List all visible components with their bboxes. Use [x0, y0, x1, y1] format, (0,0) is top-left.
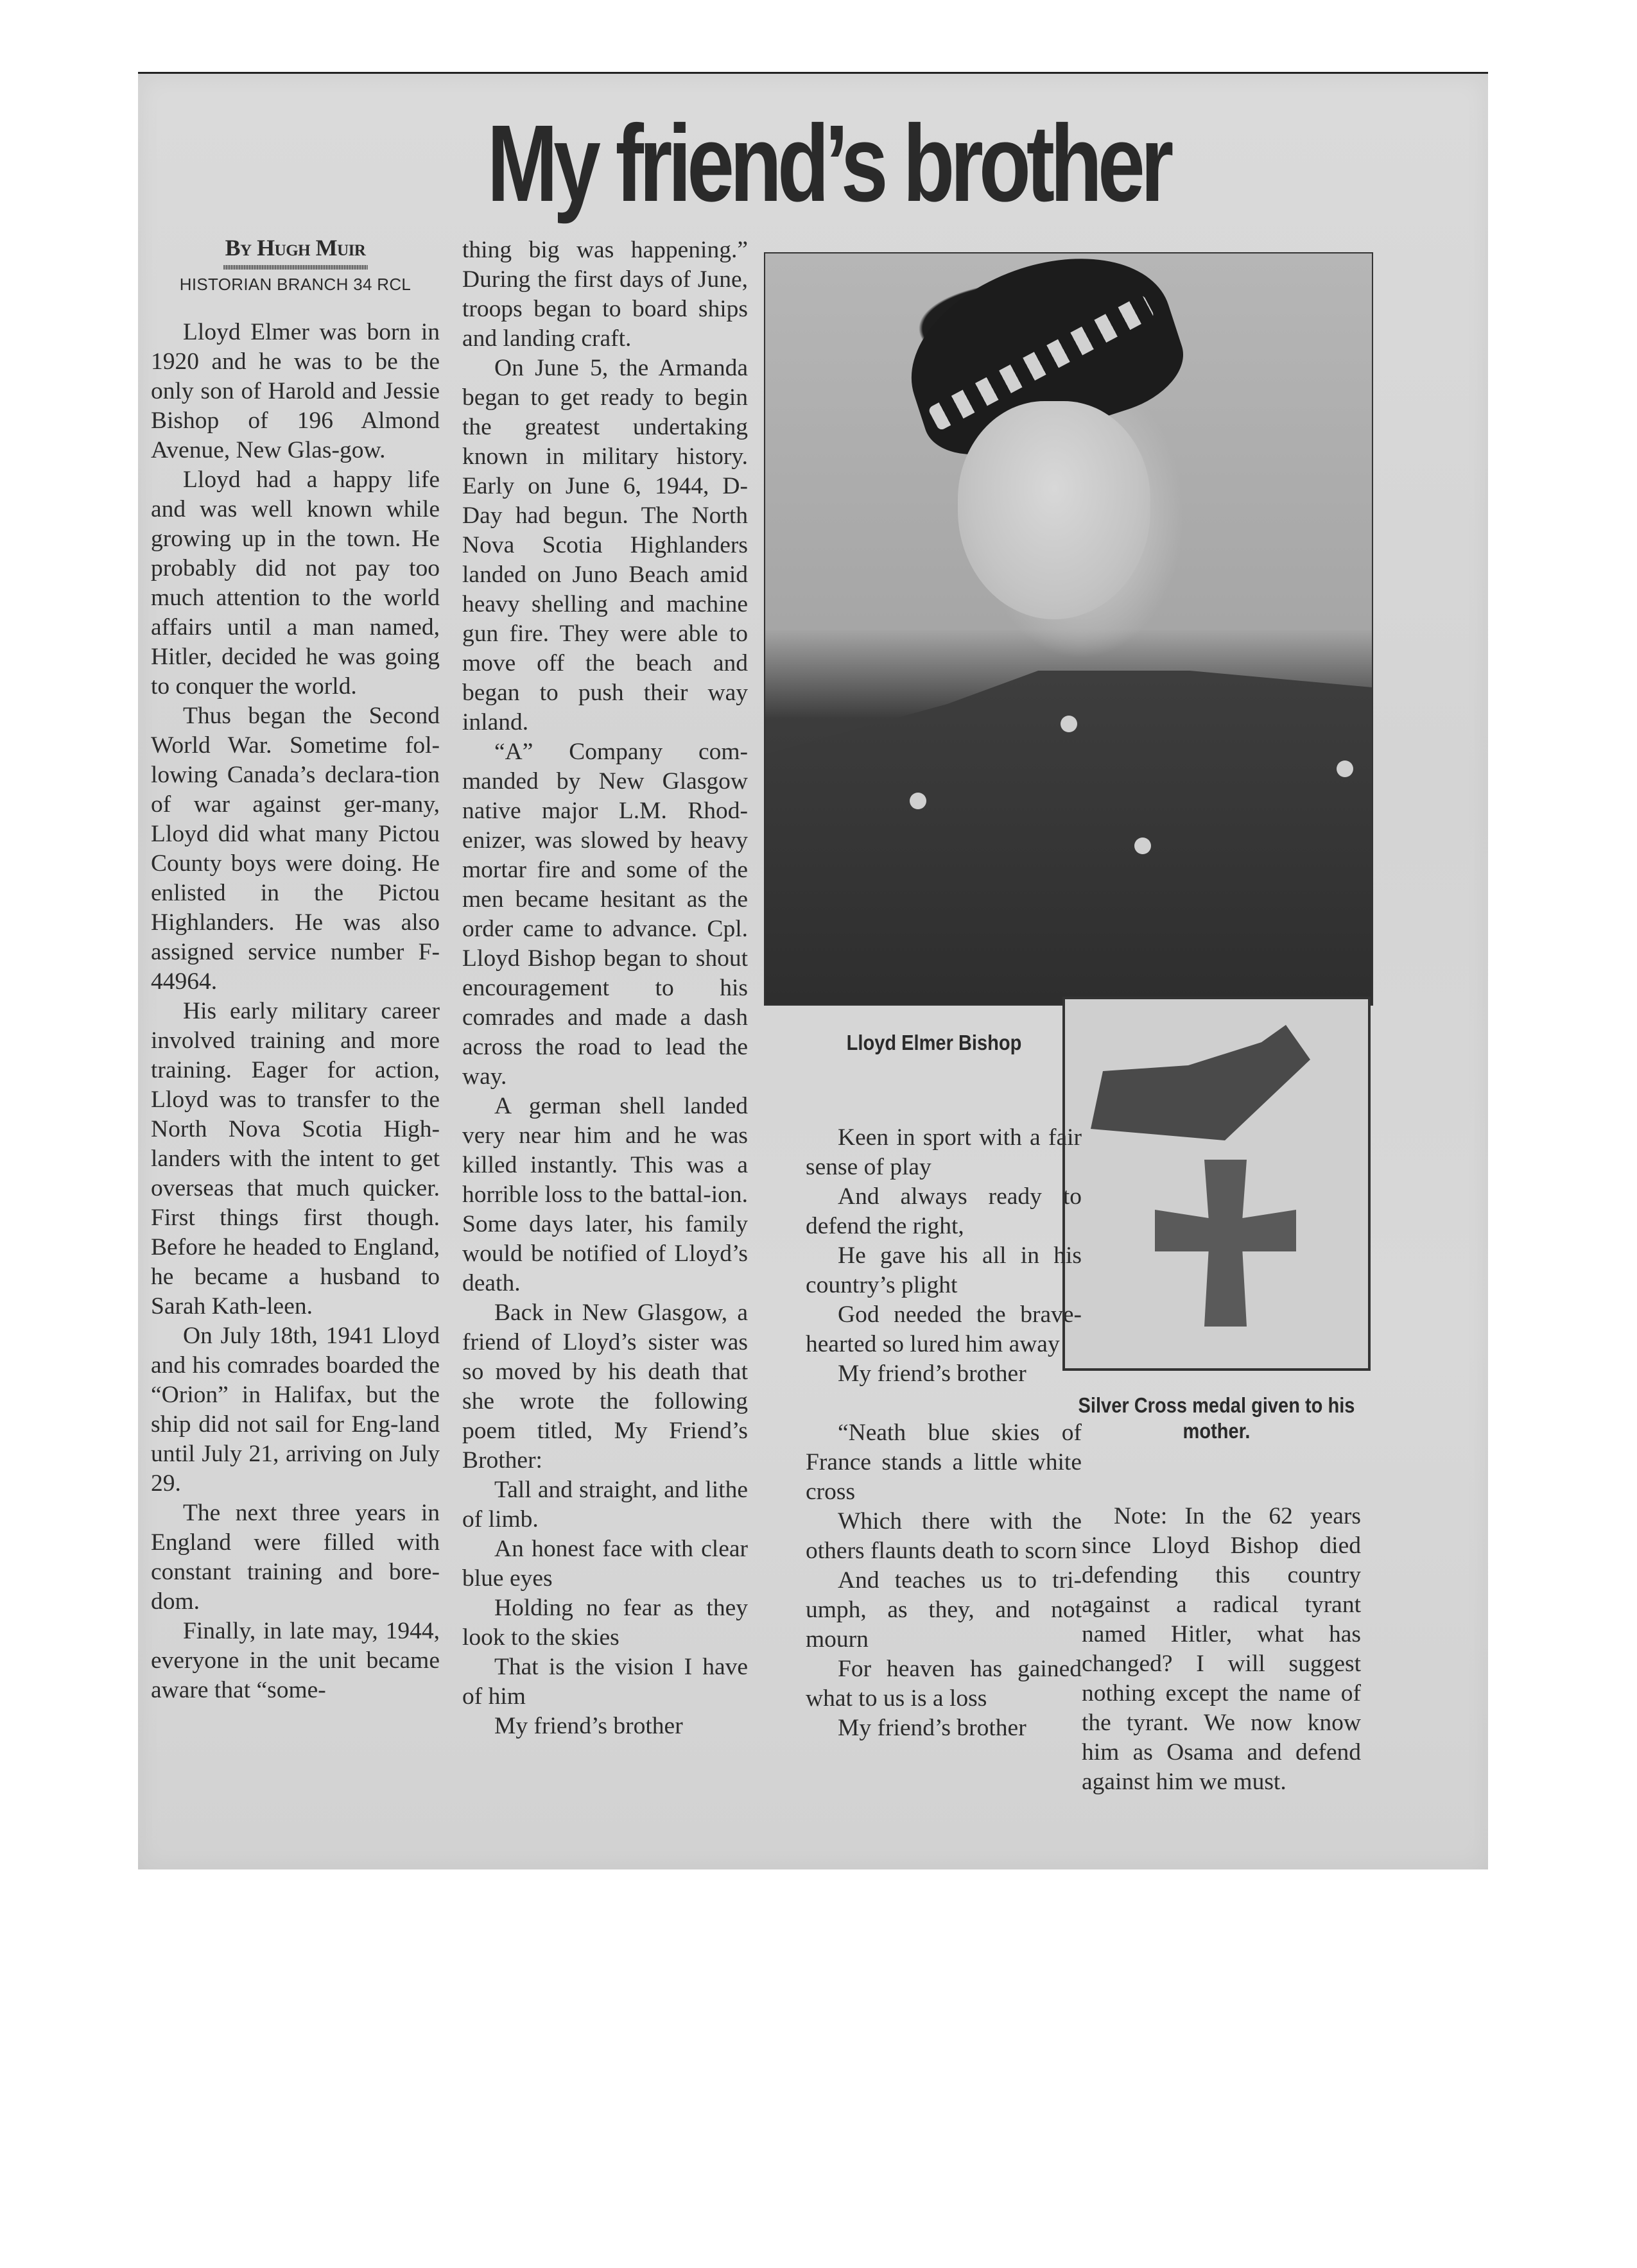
byline: [151, 234, 440, 295]
editor-note: Note: In the 62 years since Lloyd Bishop died defending this country against a radical tyrant named Hitler, what has changed? I will suggest nothing except the name of the tyrant. We now know him as Osama and defend against him we must.: [1082, 1503, 1361, 1795]
medal-cross-icon: [1155, 1160, 1296, 1327]
paragraph: A german shell landed very near him and he was killed instantly. This was a horrible loss to the battal-ion. Some days later, his family would be notified of Lloyd’s death.: [462, 1093, 748, 1296]
poem-line: He gave his all in his country’s plight: [806, 1242, 1082, 1298]
uniform-button: [910, 793, 926, 809]
uniform-button: [1337, 760, 1353, 777]
paragraph: On July 18th, 1941 Lloyd and his comrades boarded the “Orion” in Halifax, but the ship did not sail for Eng-land until July 21, arriving on July 29.: [151, 1323, 440, 1497]
soldier-face: [958, 401, 1150, 619]
newspaper-clipping: [138, 72, 1488, 1869]
byline-role: HISTORIAN BRANCH 34 RCL: [179, 275, 411, 294]
poem-line: And always ready to defend the right,: [806, 1183, 1082, 1239]
paragraph: “A” Company com-manded by New Glasgow native major L.M. Rhod-enizer, was slowed by heavy mortar fire and some of the men became hesitant as the order came to advance. Cpl. Lloyd Bishop began to shout encouragement to his comrades and made a dash across the road to lead the way.: [462, 739, 748, 1090]
poem-line: Which there with the others flaunts death to scorn: [806, 1508, 1082, 1564]
byline-author: By Hugh Muir: [225, 235, 366, 261]
paragraph: Back in New Glasgow, a friend of Lloyd’s sister was so moved by his death that she wrote the following poem titled, My Friend’s Brother:: [462, 1300, 748, 1473]
editor-note-column: [1082, 1502, 1361, 1797]
poem-line: For heaven has gained what to us is a loss: [806, 1656, 1082, 1712]
medal-ribbon: [1091, 1025, 1335, 1140]
poem-column: [806, 1123, 1082, 1743]
headline: My friend’s brother: [487, 103, 1170, 225]
stanza-break: [806, 1389, 1082, 1418]
article-column-2: [462, 236, 748, 1741]
poem-line: Holding no fear as they look to the skies: [462, 1595, 748, 1651]
byline-rule: [223, 265, 368, 270]
poem-line: That is the vision I have of him: [462, 1654, 748, 1710]
poem-line: “Neath blue skies of France stands a little white cross: [806, 1420, 1082, 1505]
paragraph: Finally, in late may, 1944, everyone in the unit became aware that “some-: [151, 1618, 440, 1703]
soldier-portrait-photo: [764, 252, 1373, 1006]
poem-line: Keen in sport with a fair sense of play: [806, 1124, 1082, 1180]
paragraph: His early military career involved training and more training. Eager for action, Lloyd was to transfer to the North Nova Scotia High-landers with the intent to get overseas that much quicker. First things first though. Before he headed to England, he became a husband to Sarah Kath-leen.: [151, 998, 440, 1319]
silver-cross-medal-photo: [1062, 997, 1371, 1371]
poem-line: My friend’s brother: [494, 1713, 683, 1739]
paragraph: thing big was happening.” During the first days of June, troops began to board ships and landing craft.: [462, 237, 748, 352]
poem-refrain: My friend’s brother: [838, 1361, 1026, 1387]
uniform-button: [1061, 716, 1077, 732]
article-column-1: [151, 318, 440, 1705]
paragraph: Lloyd Elmer was born in 1920 and he was to be the only son of Harold and Jessie Bishop of 196 Almond Avenue, New Glas-gow.: [151, 319, 440, 463]
paragraph: On June 5, the Armanda began to get ready to begin the greatest undertaking known in military history. Early on June 6, 1944, D-Day had begun. The North Nova Scotia Highlanders landed on Juno Beach amid heavy shelling and machine gun fire. They were able to move off the beach and began to push their way inland.: [462, 355, 748, 735]
poem-line: Tall and straight, and lithe of limb.: [462, 1477, 748, 1533]
paragraph: Lloyd had a happy life and was well known while growing up in the town. He probably did not pay too much attention to the world affairs until a man named, Hitler, decided he was going to conquer the world.: [151, 467, 440, 700]
uniform-button: [1134, 838, 1151, 854]
medal-caption: Silver Cross medal given to his mother.: [1078, 1393, 1355, 1443]
poem-refrain: My friend’s brother: [838, 1715, 1026, 1741]
poem-line: An honest face with clear blue eyes: [462, 1536, 748, 1592]
paragraph: The next three years in England were filled with constant training and bore-dom.: [151, 1500, 440, 1615]
poem-line: God needed the brave-hearted so lured him away: [806, 1302, 1082, 1357]
poem-line: And teaches us to tri-umph, as they, and not mourn: [806, 1567, 1082, 1653]
portrait-caption: Lloyd Elmer Bishop: [846, 1031, 1022, 1054]
paragraph: Thus began the Second World War. Sometime fol-lowing Canada’s declara-tion of war against ger-many, Lloyd did what many Pictou County boys were doing. He enlisted in the Pictou Highlanders. He was also assigned service number F-44964.: [151, 703, 440, 995]
